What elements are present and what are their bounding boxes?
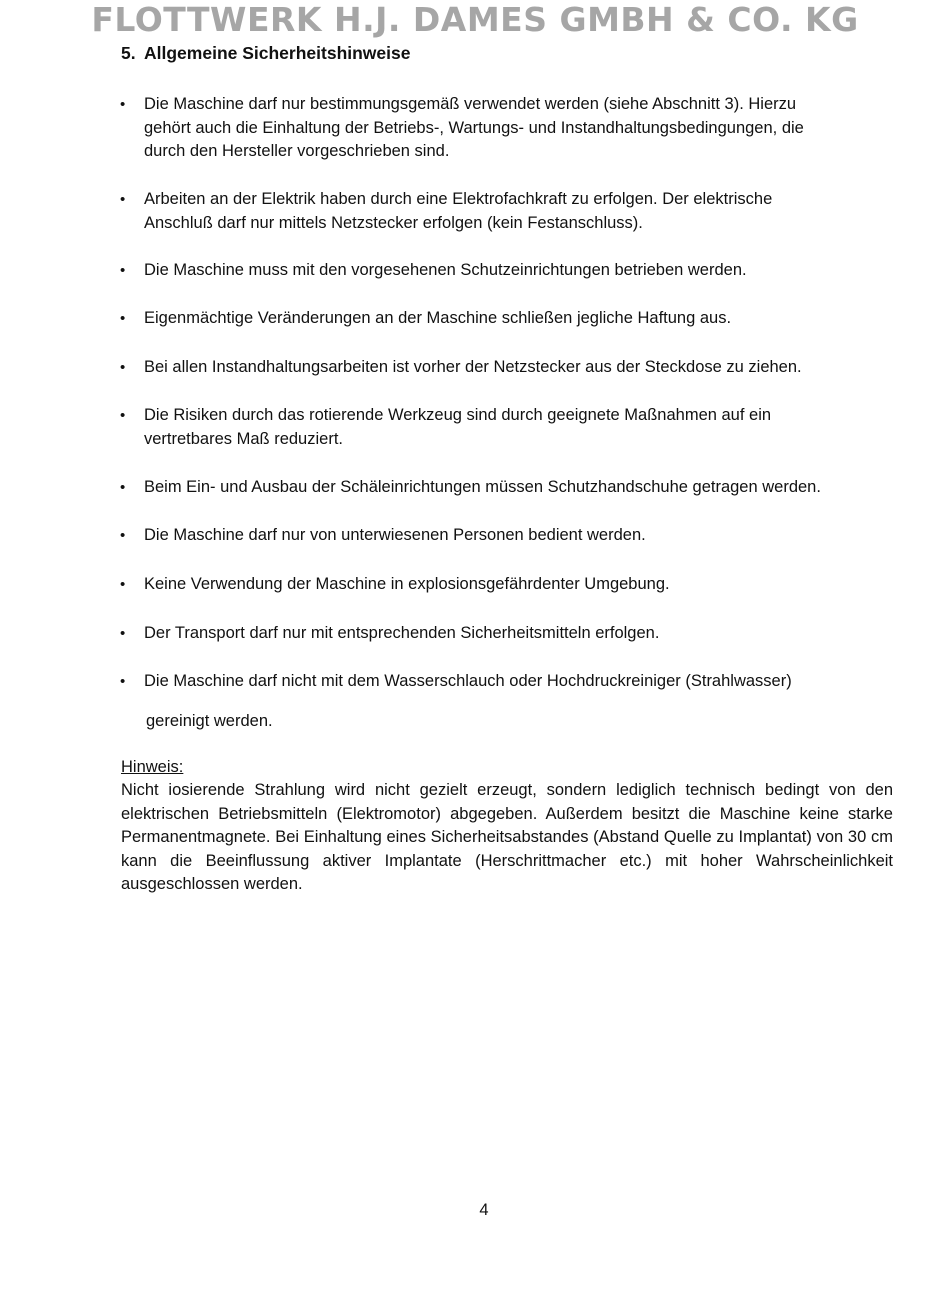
- list-item-text: Die Risiken durch das rotierende Werkzeug sind durch geeignete Maßnahmen auf ein vertretbares Maß reduziert.: [144, 406, 772, 448]
- page-number: 4: [479, 1201, 489, 1219]
- note-label: Hinweis:: [121, 758, 184, 776]
- section-title: [121, 42, 410, 64]
- list-item-text: Arbeiten an der Elektrik haben durch eine Elektrofachkraft zu erfolgen. Der elektrische Anschluß darf nur mittels Netzstecker erfolgen (kein Festanschluss).: [144, 190, 773, 232]
- bullet-icon: •: [120, 407, 126, 424]
- list-item-text: Beim Ein- und Ausbau der Schäleinrichtungen müssen Schutzhandschuhe getragen werden.: [144, 478, 821, 496]
- list-item-text: Bei allen Instandhaltungsarbeiten ist vorher der Netzstecker aus der Steckdose zu ziehen.: [144, 358, 802, 376]
- bullet-icon: •: [120, 576, 126, 593]
- list-item-text: Keine Verwendung der Maschine in explosionsgefährdenter Umgebung.: [144, 575, 670, 593]
- list-item-text: Der Transport darf nur mit entsprechenden Sicherheitsmitteln erfolgen.: [144, 624, 660, 642]
- list-item-text: Die Maschine darf nur bestimmungsgemäß verwendet werden (siehe Abschnitt 3). Hierzu gehört auch die Einhaltung der Betriebs-, Wartungs- und Instandhaltungsbedingungen, die durch den Hersteller vorgeschrieben sind.: [144, 95, 804, 160]
- bullet-icon: •: [120, 359, 126, 376]
- section-title-text: Allgemeine Sicherheitshinweise: [144, 43, 411, 63]
- bullet-icon: •: [120, 625, 126, 642]
- list-item-text: Die Maschine darf nur von unterwiesenen Personen bedient werden.: [144, 526, 646, 544]
- bullet-icon: •: [120, 262, 126, 279]
- bullet-icon: •: [120, 191, 126, 208]
- list-item-text: Die Maschine muss mit den vorgesehenen Schutzeinrichtungen betrieben werden.: [144, 261, 747, 279]
- note-text: Nicht iosierende Strahlung wird nicht gezielt erzeugt, sondern lediglich technisch bedingt von den elektrischen Betriebsmitteln (Elektromotor) abgegeben. Außerdem besitzt die Maschine keine starke Permanentmagnete. Bei Einhaltung eines Sicherheitsabstandes (Abstand Quelle zu Implantat) von 30 cm kann die Beeinflussung aktiver Implantate (Herschrittmacher etc.) mit hoher Wahrscheinlichkeit ausgeschlossen werden.: [121, 781, 893, 893]
- list-item-text: Eigenmächtige Veränderungen an der Maschine schließen jegliche Haftung aus.: [144, 309, 732, 327]
- bullet-icon: •: [120, 479, 126, 496]
- list-item-continuation: gereinigt werden.: [146, 712, 273, 730]
- list-item-text: Die Maschine darf nicht mit dem Wasserschlauch oder Hochdruckreiniger (Strahlwasser): [144, 672, 792, 690]
- bullet-icon: •: [120, 96, 126, 113]
- company-header: FLOTTWERK H.J. DAMES GMBH & CO. KG: [91, 0, 859, 39]
- bullet-icon: •: [120, 527, 126, 544]
- section-number: 5.: [121, 43, 136, 63]
- bullet-icon: •: [120, 310, 126, 327]
- bullet-icon: •: [120, 673, 126, 690]
